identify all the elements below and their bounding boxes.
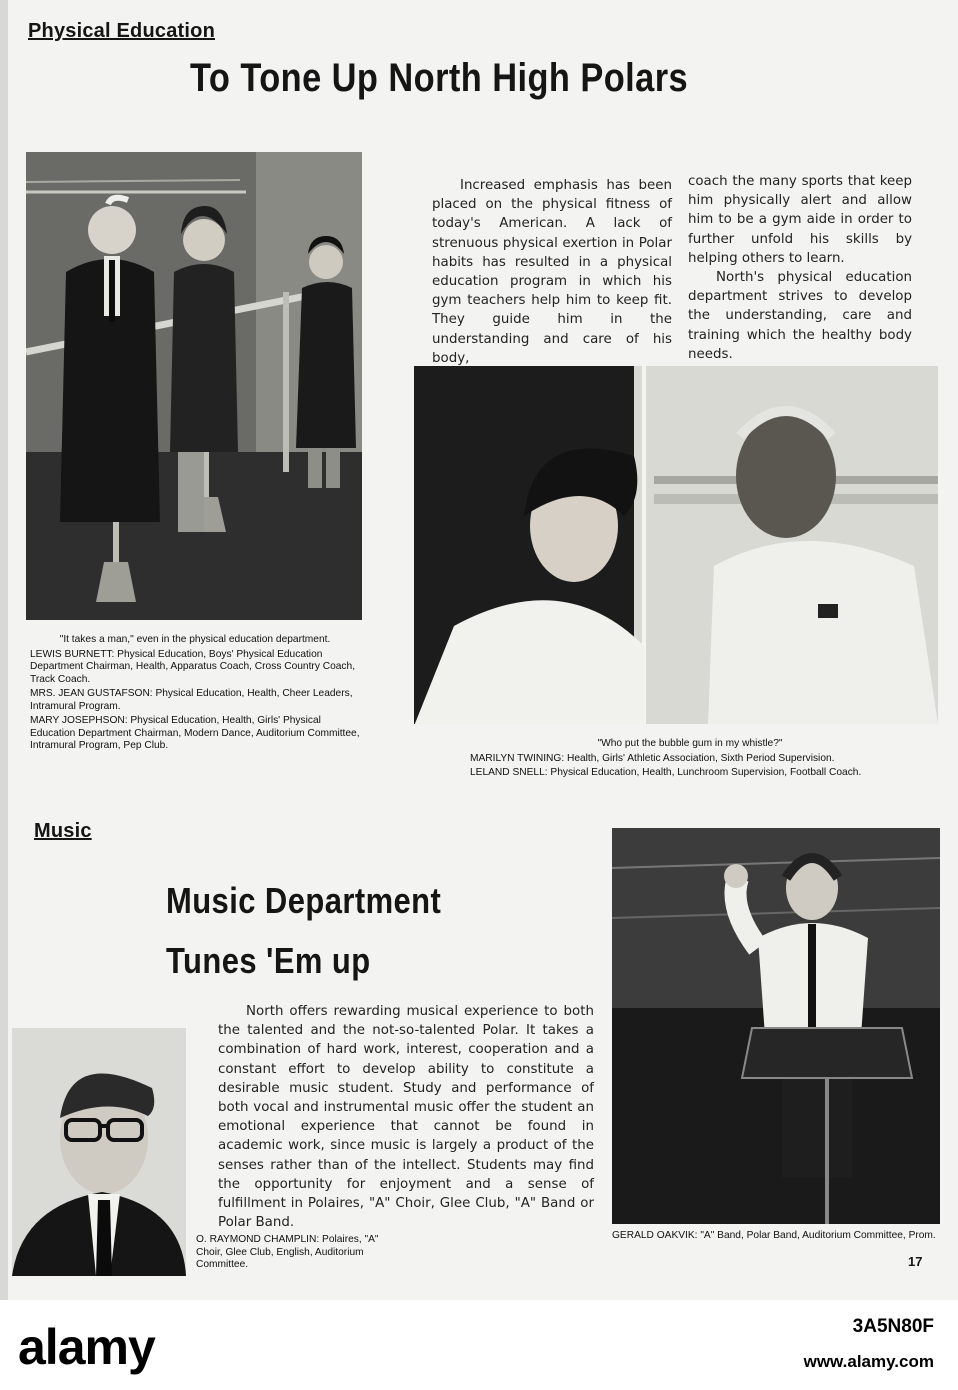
caption-marilyn-twining: MARILYN TWINING: Health, Girls' Athletic Association, Sixth Period Supervision. <box>470 752 835 764</box>
caption-lewis-burnett: LEWIS BURNETT: Physical Education, Boys' Physical Education Department Chairman, Health, Apparatus Coach, Cross Country Coach, Track Coach. <box>30 648 356 685</box>
headline-music-line-2: Tunes 'Em up <box>166 940 371 981</box>
caption-raymond-champlin: O. RAYMOND CHAMPLIN: Polaires, "A" Choir, Glee Club, English, Auditorium Committee. <box>196 1234 379 1270</box>
photo-gerald-oakvik-band <box>612 828 940 1224</box>
page-number: 17 <box>908 1254 923 1269</box>
pe-body-text-1: Increased emphasis has been placed on the physical fitness of today's American. A lack of strenuous physical exertion in Polar habits has resulted in a physical education program in which his gym teachers help him to keep fit. They guide him in the understanding and care of his body, <box>432 178 672 366</box>
photo-twining-snell-whistle <box>414 366 938 724</box>
caption-whistle-quote: "Who put the bubble gum in my whistle?" <box>597 738 783 749</box>
page-spine-edge <box>0 0 8 1300</box>
watermark-reference <box>804 1316 934 1372</box>
section-label-physical-education: Physical Education <box>28 20 215 42</box>
music-body <box>218 1002 594 1232</box>
image-id: 3A5N80F <box>852 1316 934 1337</box>
watermark-url: www.alamy.com <box>803 1352 934 1371</box>
caption-pe-quote: "It takes a man," even in the physical education department. <box>59 634 331 645</box>
caption-pe-teachers <box>30 634 360 755</box>
caption-gerald-oakvik: GERALD OAKVIK: "A" Band, Polar Band, Auditorium Committee, Prom. <box>612 1230 936 1241</box>
caption-twining-snell <box>470 738 910 782</box>
section-label-music: Music <box>34 820 92 842</box>
caption-jean-gustafson: MRS. JEAN GUSTAFSON: Physical Education, Health, Cheer Leaders, Intramural Program. <box>30 688 353 712</box>
photo-pe-teachers-parallel-bars <box>26 152 362 620</box>
caption-mary-josephson: MARY JOSEPHSON: Physical Education, Health, Girls' Physical Education Department Chairman, Modern Dance, Auditorium Committee, Intramural Program, Pep Club. <box>30 715 360 751</box>
photo-raymond-champlin-portrait <box>12 1028 186 1276</box>
headline-music-line-1: Music Department <box>166 880 442 921</box>
pe-body-column-1 <box>432 176 672 368</box>
pe-body-text-3: North's physical education department strives to develop the understanding, care and training which the healthy body needs. <box>688 270 912 362</box>
watermark-bar <box>0 1300 958 1390</box>
music-body-text: North offers rewarding musical experience to both the talented and the not-so-talented Polar. It takes a combination of hard work, interest, cooperation and a constant effort to develop ability to constitute a desirable music student. Study and performance of both vocal and instrumental music offer the student an emotional experience that cannot be found in academic work, since music is largely a product of the senses rather than of the intellect. Students may find the opportunity for enjoyment and a sense of fulfillment in Polaires, "A" Choir, Glee Club, "A" Band or Polar Band. <box>218 1004 594 1231</box>
pe-body-column-2 <box>688 172 912 364</box>
caption-leland-snell: LELAND SNELL: Physical Education, Health, Lunchroom Supervision, Football Coach. <box>470 767 862 778</box>
pe-body-text-2: coach the many sports that keep him physically alert and allow him to be a gym aide in order to further unfold his skills by helping others to learn. <box>688 174 912 266</box>
alamy-logo: alamy <box>18 1319 155 1375</box>
headline-physical-education: To Tone Up North High Polars <box>190 56 689 100</box>
